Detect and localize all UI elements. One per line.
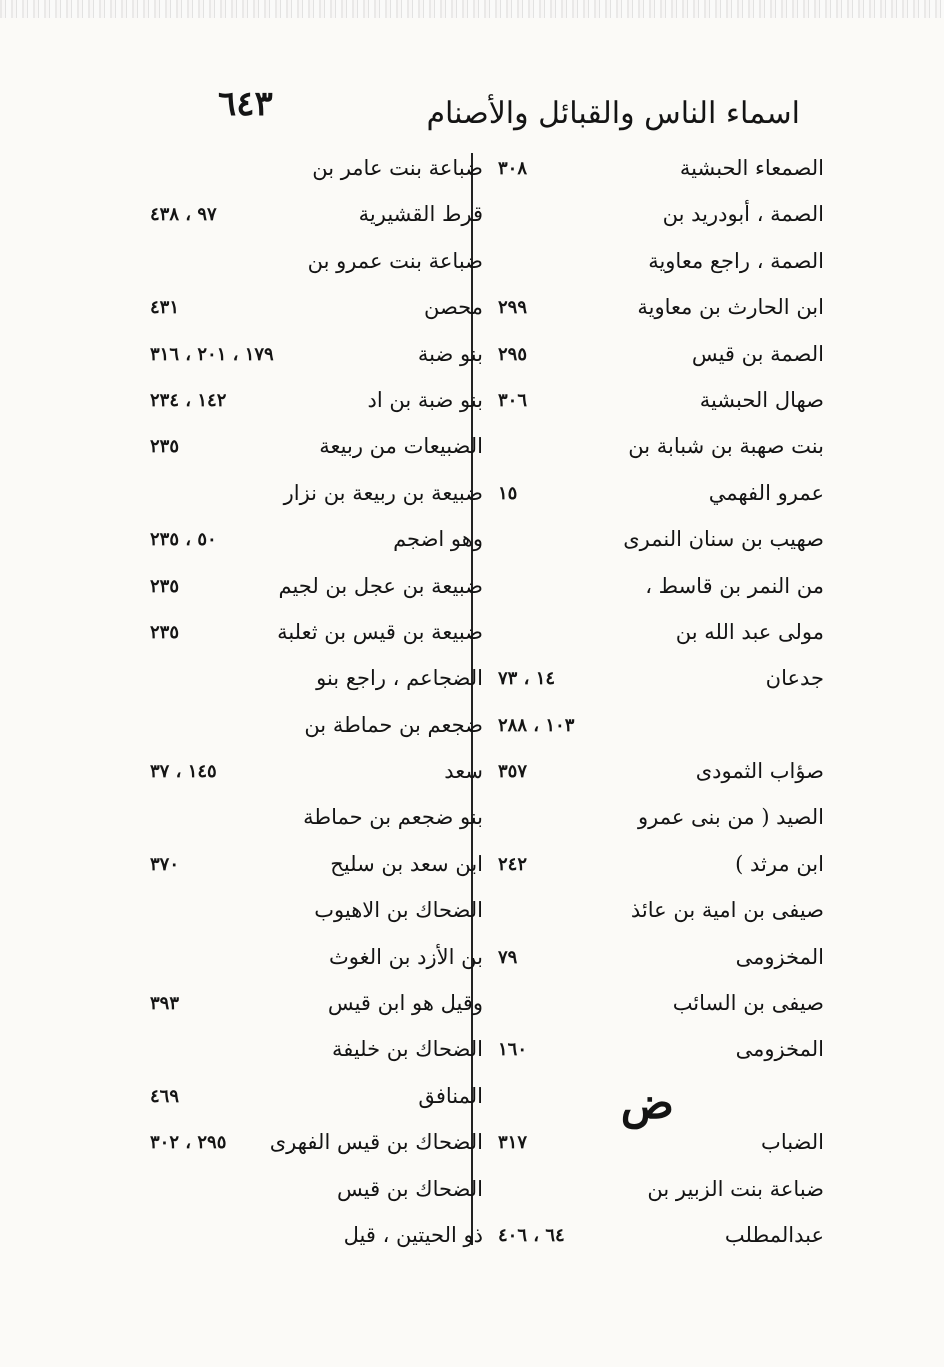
index-entry bbox=[150, 1217, 485, 1263]
entry-name: من النمر بن قاسط ، bbox=[645, 573, 824, 598]
entry-pages: ٣٧٠ bbox=[150, 853, 180, 875]
entry-name: ضبيعة بن ربيعة بن نزار bbox=[283, 480, 483, 505]
index-entry bbox=[150, 150, 485, 196]
index-entry bbox=[498, 1171, 824, 1217]
entry-name: عمرو الفهمي bbox=[708, 480, 824, 505]
index-entry bbox=[498, 196, 824, 242]
entry-pages: ٤٦٩ bbox=[150, 1085, 180, 1107]
entry-pages: ٦٤ ، ٤٠٦ bbox=[498, 1224, 565, 1246]
entry-name: صؤاب الثمودى bbox=[695, 759, 824, 784]
index-entry bbox=[150, 289, 485, 335]
entry-name: وقيل هو ابن قيس bbox=[327, 991, 483, 1016]
entry-name: صيفى بن السائب bbox=[672, 991, 824, 1016]
index-entry bbox=[498, 753, 824, 799]
entry-name: ضبيعة بن عجل بن لجيم bbox=[278, 573, 483, 598]
index-entry bbox=[150, 1171, 485, 1217]
entry-name: بنو ضبة بن اد bbox=[367, 387, 483, 412]
entry-pages: ٥٠ ، ٢٣٥ bbox=[150, 529, 217, 551]
index-entry bbox=[150, 568, 485, 614]
entry-name: الضحاك بن قيس الفهرى bbox=[269, 1130, 483, 1155]
entry-name: الضحاك بن خليفة bbox=[331, 1037, 483, 1062]
entry-name: الصمة ، أبودريد بن bbox=[662, 202, 824, 227]
entry-name: المخزومى bbox=[735, 944, 824, 969]
entry-pages: ٧٩ bbox=[498, 946, 518, 968]
index-entry bbox=[498, 1031, 824, 1077]
scan-edge-noise bbox=[0, 0, 944, 18]
index-entry bbox=[150, 243, 485, 289]
entry-name: ذو الحيتين ، قيل bbox=[343, 1222, 483, 1247]
entry-name: صهال الحبشية bbox=[699, 387, 824, 412]
index-entry bbox=[150, 1124, 485, 1170]
index-entry bbox=[150, 521, 485, 567]
entry-pages: ٢٩٥ bbox=[498, 343, 528, 365]
index-entry bbox=[150, 428, 485, 474]
page-number: ٦٤٣ bbox=[218, 84, 273, 124]
index-entry bbox=[498, 985, 824, 1031]
index-entry bbox=[498, 568, 824, 614]
index-entry bbox=[498, 521, 824, 567]
index-entry bbox=[150, 799, 485, 845]
index-entry bbox=[150, 196, 485, 242]
index-entry bbox=[150, 1031, 485, 1077]
index-entry bbox=[498, 336, 824, 382]
index-entry bbox=[498, 243, 824, 289]
entry-pages: ١٧٩ ، ٢٠١ ، ٣١٦ bbox=[150, 343, 274, 365]
entry-name: عبدالمطلب bbox=[724, 1222, 824, 1247]
entry-name: صيفى بن امية بن عائذ bbox=[630, 898, 824, 923]
entry-pages: ١٥ bbox=[498, 482, 518, 504]
entry-pages: ١٤٢ ، ٢٣٤ bbox=[150, 389, 227, 411]
index-entry bbox=[150, 892, 485, 938]
index-entry bbox=[150, 614, 485, 660]
entry-pages: ٢٤٢ bbox=[498, 853, 528, 875]
index-entry bbox=[150, 1078, 485, 1124]
entry-name: محصن bbox=[423, 295, 483, 320]
section-letter: ض bbox=[620, 1077, 674, 1129]
entry-pages: ٢٣٥ bbox=[150, 575, 180, 597]
entry-name: بنو ضبة bbox=[417, 341, 483, 366]
index-entry bbox=[498, 1124, 824, 1170]
index-entry bbox=[150, 939, 485, 985]
entry-pages: ١٤ ، ٧٣ bbox=[498, 668, 556, 690]
index-entry bbox=[498, 892, 824, 938]
entry-name: بن الأزد بن الغوث bbox=[329, 944, 483, 969]
entry-pages: ٩٧ ، ٤٣٨ bbox=[150, 204, 217, 226]
entry-name: ضباعة بنت عمرو بن bbox=[307, 248, 483, 273]
index-entry bbox=[498, 1077, 824, 1129]
entry-name: ابن سعد بن سليح bbox=[330, 851, 483, 876]
entry-pages: ٤٣١ bbox=[150, 297, 180, 319]
entry-name: الضجاعم ، راجع بنو bbox=[316, 666, 483, 691]
index-entry bbox=[498, 150, 824, 196]
index-entry bbox=[498, 475, 824, 521]
entry-name: قرط القشيرية bbox=[358, 202, 483, 227]
index-entry bbox=[150, 660, 485, 706]
entry-name: الصيد ( من بنى عمرو bbox=[637, 805, 824, 830]
index-entry bbox=[150, 707, 485, 753]
entry-pages: ٣٠٦ bbox=[498, 389, 528, 411]
index-entry bbox=[498, 846, 824, 892]
entry-name: وهو اضجم bbox=[393, 527, 483, 552]
entry-pages: ٣٩٣ bbox=[150, 993, 180, 1015]
entry-pages: ٢٩٥ ، ٣٠٢ bbox=[150, 1132, 227, 1154]
entry-name: الضبيعات من ربيعة bbox=[319, 434, 483, 459]
index-entry bbox=[150, 753, 485, 799]
entry-pages: ١٦٠ bbox=[498, 1039, 528, 1061]
entry-name: الضباب bbox=[761, 1130, 824, 1155]
index-column-right bbox=[498, 150, 824, 1263]
index-entry bbox=[498, 939, 824, 985]
index-entry bbox=[498, 707, 824, 753]
index-entry bbox=[498, 660, 824, 706]
entry-name: مولى عبد الله بن bbox=[675, 619, 824, 644]
entry-name: جدعان bbox=[765, 666, 824, 691]
entry-name: ضباعة بنت الزبير بن bbox=[647, 1176, 824, 1201]
entry-name: الضحاك بن قيس bbox=[336, 1176, 483, 1201]
index-entry bbox=[150, 382, 485, 428]
index-entry bbox=[498, 614, 824, 660]
entry-pages: ٣١٧ bbox=[498, 1132, 528, 1154]
entry-name: بنو ضجعم بن حماطة bbox=[303, 805, 483, 830]
entry-name: الصمعاء الحبشية bbox=[679, 156, 824, 180]
index-entry bbox=[150, 475, 485, 521]
index-entry bbox=[498, 428, 824, 474]
entry-name: ضجعم بن حماطة بن bbox=[304, 712, 483, 737]
index-entry bbox=[498, 1217, 824, 1263]
index-entry bbox=[498, 799, 824, 845]
index-entry bbox=[498, 382, 824, 428]
entry-name: ابن مرثد ) bbox=[735, 851, 824, 876]
entry-name: المخزومى bbox=[735, 1037, 824, 1062]
entry-name: ضباعة بنت عامر بن bbox=[312, 156, 483, 180]
entry-pages: ٣٠٨ bbox=[498, 158, 528, 179]
page-title: اسماء الناس والقبائل والأصنام bbox=[426, 96, 800, 131]
entry-pages: ٢٩٩ bbox=[498, 297, 528, 319]
entry-pages: ١٠٣ ، ٢٨٨ bbox=[498, 714, 575, 736]
entry-pages: ٢٣٥ bbox=[150, 621, 180, 643]
index-entry bbox=[498, 289, 824, 335]
entry-pages: ٣٥٧ bbox=[498, 761, 528, 783]
entry-name: الصمة بن قيس bbox=[691, 341, 824, 366]
index-entry bbox=[150, 336, 485, 382]
entry-name: صهيب بن سنان النمرى bbox=[623, 527, 824, 552]
entry-name: ابن الحارث بن معاوية bbox=[637, 295, 824, 320]
index-entry bbox=[150, 846, 485, 892]
entry-name: بنت صهبة بن شبابة بن bbox=[628, 434, 824, 459]
entry-name: ضبيعة بن قيس بن ثعلبة bbox=[277, 619, 483, 644]
entry-name: المنافق bbox=[418, 1083, 483, 1108]
entry-pages: ١٤٥ ، ٣٧ bbox=[150, 761, 217, 783]
entry-pages: ٢٣٥ bbox=[150, 436, 180, 458]
entry-name: الضحاك بن الاهيوب bbox=[314, 898, 483, 923]
index-entry bbox=[150, 985, 485, 1031]
entry-name: سعد bbox=[444, 759, 483, 784]
entry-name: الصمة ، راجع معاوية bbox=[648, 248, 824, 273]
index-column-left bbox=[150, 150, 485, 1263]
